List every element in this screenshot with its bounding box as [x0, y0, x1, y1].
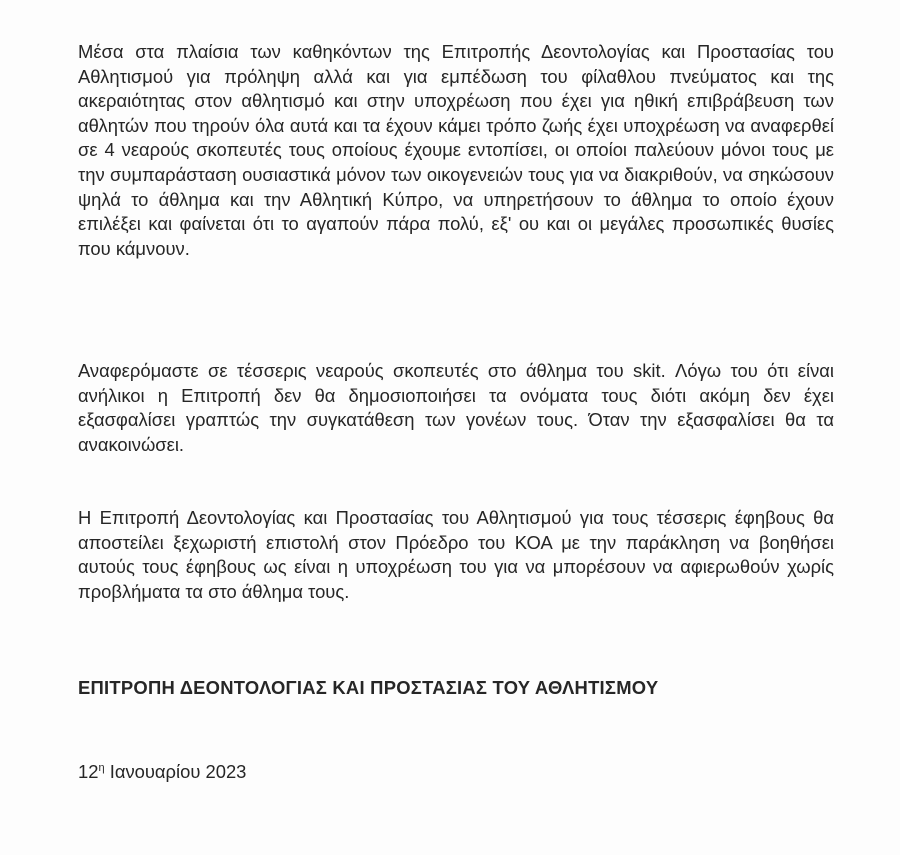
date-ordinal-suffix: η: [98, 762, 105, 774]
paragraph-intro: Μέσα στα πλαίσια των καθηκόντων της Επιτροπής Δεοντολογίας και Προστασίας του Αθλητισμού για πρόληψη αλλά και για εμπέδωση του φίλαθλου πνεύματος και της ακεραιότητας στον αθλητισμό και στην υποχρέωση που έχει για ηθική επιβράβευση των αθλητών που τηρούν όλα αυτά και τα έχουν κάμει τρόπο ζωής έχει υποχρέωση να αναφερθεί σε 4 νεαρούς σκοπευτές τους οποίους έχουμε εντοπίσει, οι οποίοι παλεύουν μόνοι τους με την συμπαράσταση ουσιαστικά μόνον των οικογενειών τους για να διακριθούν, να σηκώσουν ψηλά το άθλημα και την Αθλητική Κύπρο, να υπηρετήσουν το άθλημα το οποίο έχουν επιλέξει και φαίνεται ότι το αγαπούν πάρα πολύ, εξ' ου και οι μεγάλες προσωπικές θυσίες που κάμνουν.: [78, 41, 834, 259]
paragraph-letter-to-koa: Η Επιτροπή Δεοντολογίας και Προστασίας του Αθλητισμού για τους τέσσερις έφηβους θα αποστείλει ξεχωριστή επιστολή στον Πρόεδρο του ΚΟΑ με την παράκληση να βοηθήσει αυτούς τους έφηβους ως είναι η υποχρέωση του για να μπορέσουν να αφιερωθούν χωρίς προβλήματα τα στο άθλημα τους.: [78, 507, 834, 602]
paragraph-skeet-shooters: Αναφερόμαστε σε τέσσερις νεαρούς σκοπευτές στο άθλημα του skit. Λόγω του ότι είναι ανήλικοι η Επιτροπή δεν θα δημοσιοποιήσει τα ονόματα τους διότι ακόμη δεν έχει εξασφαλίσει γραπτώς την συγκατάθεση των γονέων τους. Όταν την εξασφαλίσει θα τα ανακοινώσει.: [78, 360, 834, 455]
date-month-year: Ιανουαρίου 2023: [104, 761, 247, 782]
signature-committee-name: ΕΠΙΤΡΟΠΗ ΔΕΟΝΤΟΛΟΓΙΑΣ ΚΑΙ ΠΡΟΣΤΑΣΙΑΣ ΤΟΥ ΑΘΛΗΤΙΣΜΟΥ: [78, 677, 659, 698]
date-day: 12: [78, 761, 99, 782]
document-date: [78, 760, 834, 785]
